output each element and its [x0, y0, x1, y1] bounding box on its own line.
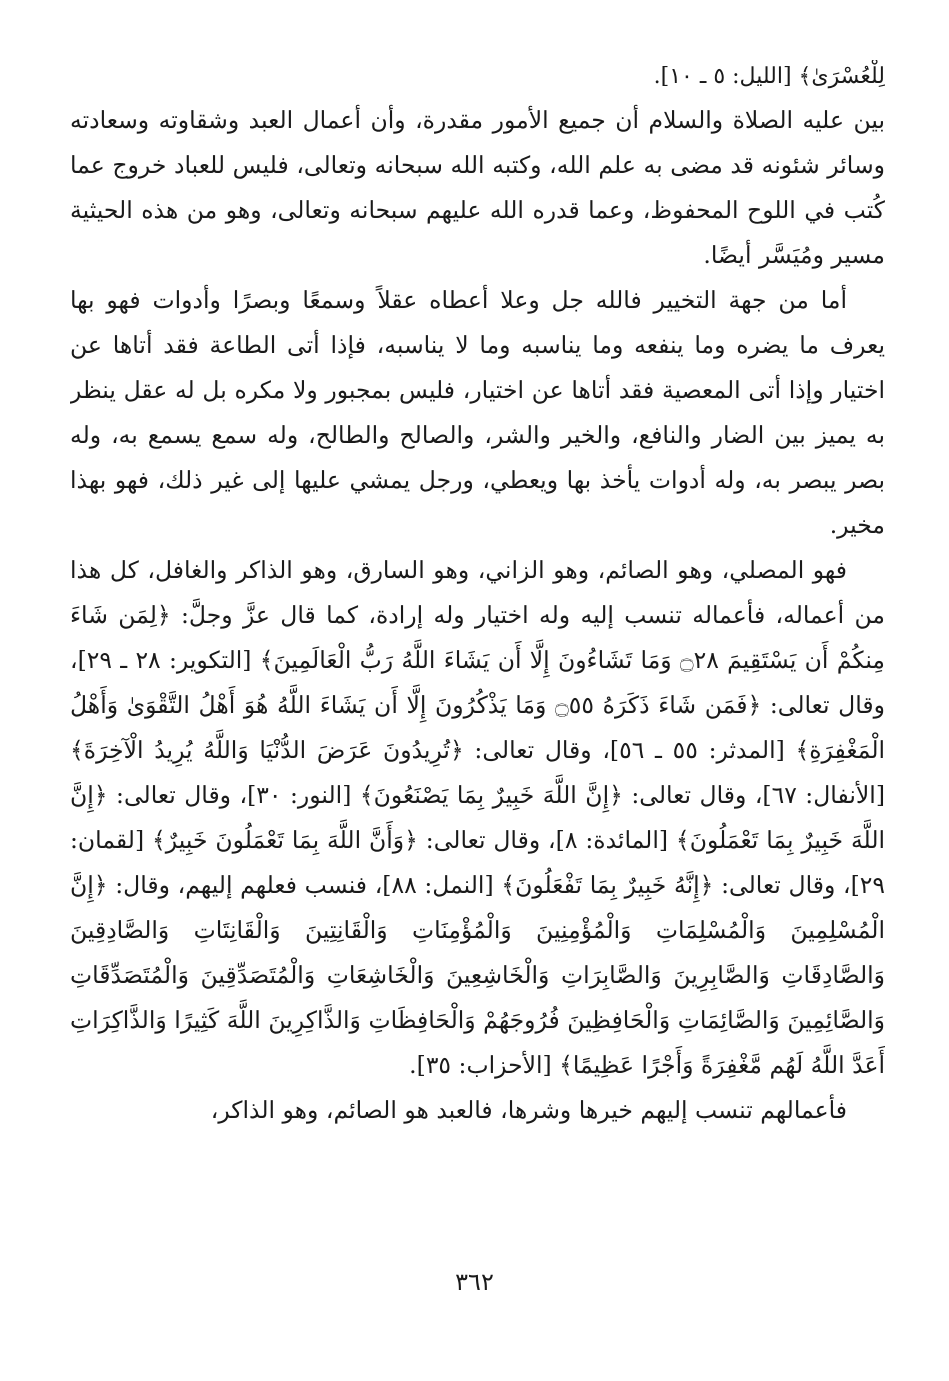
page-number: ٣٦٢ [455, 1268, 494, 1296]
paragraph-choice: أما من جهة التخيير فالله جل وعلا أعطاه عقلاً وسمعًا وبصرًا وأدوات فهو بها يعرف ما يضره وما ينفعه وما يناسبه وما لا يناسبه، فإذا أتى الطاعة فقد أتاها عن اختيار وإذا أتى المعصية فقد أتاها عن اختيار، فليس بمجبور ولا مكره بل له عقل ينظر به يميز بين الضار والنافع، والخير والشر، والصالح والطالح، وله سمع يسمع به، وله بصر يبصر به، وله أدوات يأخذ بها ويعطي، ورجل يمشي عليها إلى غير ذلك، فهو بهذا مخير. [70, 286, 885, 539]
paragraph-predestination: بين عليه الصلاة والسلام أن جميع الأمور مقدرة، وأن أعمال العبد وشقاوته وسعادته وسائر شئونه قد مضى به علم الله، وكتبه الله سبحانه وتعالى، فليس للعباد خروج عما كُتب في اللوح المحفوظ، وعما قدره الله عليهم سبحانه وتعالى، وهو من هذه الحيثية مسير ومُيَسَّر أيضًا. [70, 106, 885, 269]
paragraph-deeds-attributed: فأعمالهم تنسب إليهم خيرها وشرها، فالعبد هو الصائم، وهو الذاكر، [210, 1096, 847, 1124]
paragraph-deeds-quran-verses: فهو المصلي، وهو الصائم، وهو الزاني، وهو السارق، وهو الذاكر والغافل، كل هذا من أعماله، فأعماله تنسب إليه وله اختيار وله إرادة، كما قال عزَّ وجلَّ: ﴿لِمَن شَاءَ مِنكُمْ أَن يَسْتَقِيمَ ۝٢٨ وَمَا تَشَاءُونَ إِلَّا أَن يَشَاءَ اللَّهُ رَبُّ الْعَالَمِينَ﴾ [التكوير: ٢٨ ـ ٢٩]، وقال تعالى: ﴿فَمَن شَاءَ ذَكَرَهُ ۝٥٥ وَمَا يَذْكُرُونَ إِلَّا أَن يَشَاءَ اللَّهُ هُوَ أَهْلُ التَّقْوَىٰ وَأَهْلُ الْمَغْفِرَةِ﴾ [المدثر: ٥٥ ـ ٥٦]، وقال تعالى: ﴿تُرِيدُونَ عَرَضَ الدُّنْيَا وَاللَّهُ يُرِيدُ الْآخِرَةَ﴾ [الأنفال: ٦٧]، وقال تعالى: ﴿إِنَّ اللَّهَ خَبِيرٌ بِمَا يَصْنَعُونَ﴾ [النور: ٣٠]، وقال تعالى: ﴿إِنَّ اللَّهَ خَبِيرٌ بِمَا تَعْمَلُونَ﴾ [المائدة: ٨]، وقال تعالى: ﴿وَأَنَّ اللَّهَ بِمَا تَعْمَلُونَ خَبِيرٌ﴾ [لقمان: ٢٩]، وقال تعالى: ﴿إِنَّهُ خَبِيرٌ بِمَا تَفْعَلُونَ﴾ [النمل: ٨٨]، فنسب فعلهم إليهم، وقال: ﴿إِنَّ الْمُسْلِمِينَ وَالْمُسْلِمَاتِ وَالْمُؤْمِنِينَ وَالْمُؤْمِنَاتِ وَالْقَانِتِينَ وَالْقَانِتَاتِ وَالصَّادِقِينَ وَالصَّادِقَاتِ وَالصَّابِرِينَ وَالصَّابِرَاتِ وَالْخَاشِعِينَ وَالْخَاشِعَاتِ وَالْمُتَصَدِّقِينَ وَالْمُتَصَدِّقَاتِ وَالصَّائِمِينَ وَالصَّائِمَاتِ وَالْحَافِظِينَ فُرُوجَهُمْ وَالْحَافِظَاتِ وَالذَّاكِرِينَ اللَّهَ كَثِيرًا وَالذَّاكِرَاتِ أَعَدَّ اللَّهُ لَهُم مَّغْفِرَةً وَأَجْرًا عَظِيمًا﴾ [الأحزاب: ٣٥]. [70, 556, 885, 1079]
page-body [70, 60, 885, 1300]
top-verse-fragment: لِلْعُسْرَىٰ﴾ [الليل: ٥ ـ ١٠]. [653, 64, 885, 89]
